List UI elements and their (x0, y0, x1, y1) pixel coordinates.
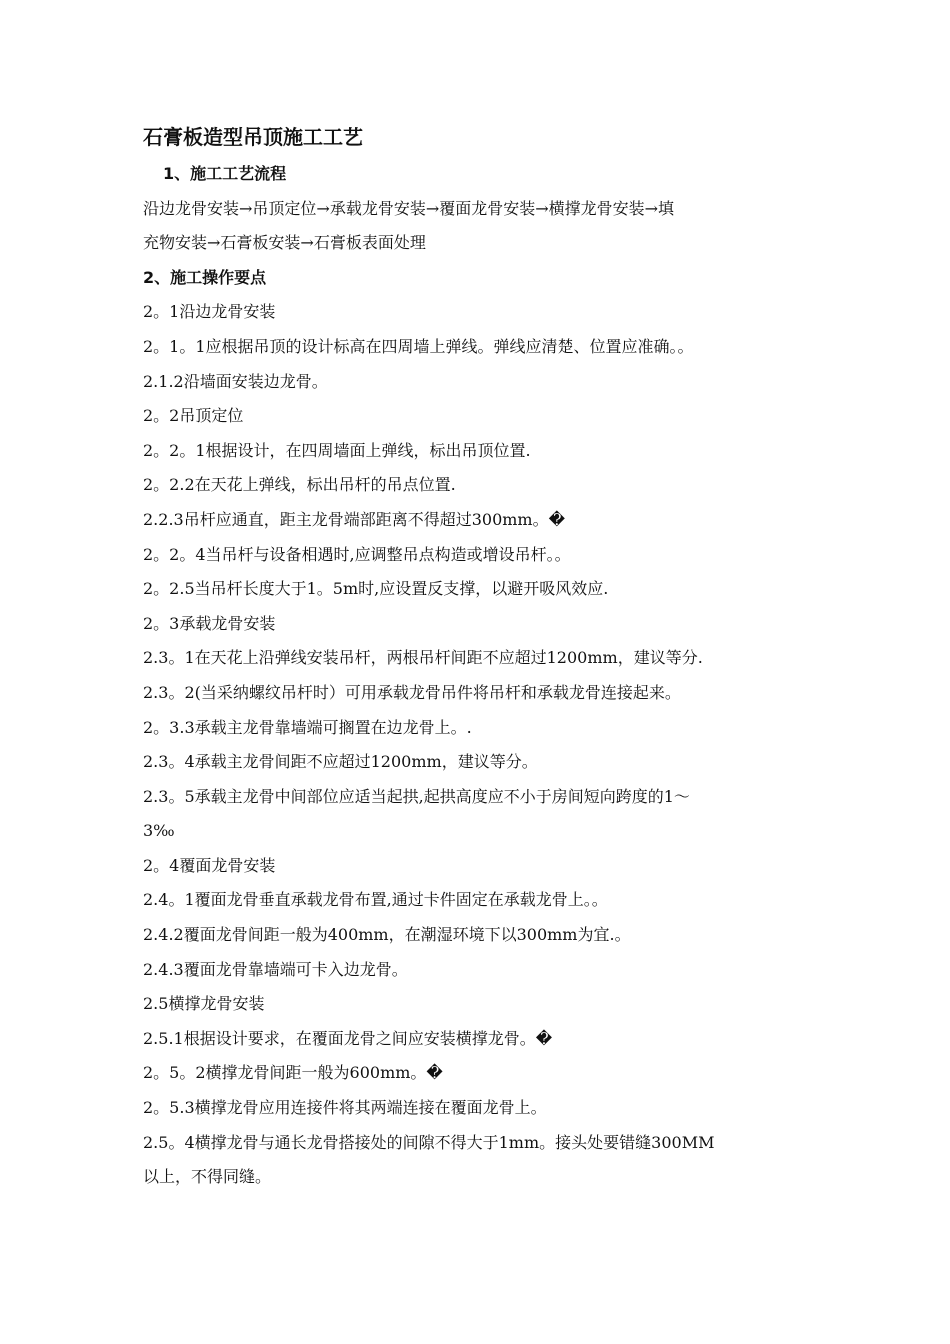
body-line: 2。2.2在天花上弹线，标出吊杆的吊点位置. (143, 475, 456, 495)
body-line: 2.4。1覆面龙骨垂直承载龙骨布置,通过卡件固定在承载龙骨上。。 (143, 890, 608, 910)
body-line: 2。4覆面龙骨安装 (143, 855, 276, 875)
body-line: 2。2。1根据设计，在四周墙面上弹线，标出吊顶位置. (143, 440, 531, 460)
body-line: 2。3.3承载主龙骨靠墙端可搁置在边龙骨上。. (143, 717, 472, 737)
body-line: 2。1沿边龙骨安装 (143, 302, 276, 322)
body-line: 2.3。5承载主龙骨中间部位应适当起拱,起拱高度应不小于房间短向跨度的1～ (143, 786, 690, 806)
body-line: 2。2.5当吊杆长度大于1。5m时,应设置反支撑，以避开吸风效应. (143, 579, 609, 599)
section-2-heading: 2、施工操作要点 (143, 267, 267, 287)
document-title: 石膏板造型吊顶施工工艺 (143, 125, 363, 149)
body-line: 3‰ (143, 821, 175, 841)
body-line: 2。2吊顶定位 (143, 406, 244, 426)
body-line: 2.3。4承载主龙骨间距不应超过1200mm，建议等分。 (143, 752, 538, 772)
document-body (143, 119, 808, 1195)
body-line: 2.5.1根据设计要求，在覆面龙骨之间应安装横撑龙骨。� (143, 1028, 553, 1048)
flow-text-line-1: 沿边龙骨安装→吊顶定位→承载龙骨安装→覆面龙骨安装→横撑龙骨安装→填 (143, 198, 675, 218)
body-line: 2。3承载龙骨安装 (143, 613, 276, 633)
body-line: 以上，不得同缝。 (143, 1167, 272, 1187)
body-line: 2。5。2横撑龙骨间距一般为600mm。� (143, 1063, 443, 1083)
body-line: 2.1.2沿墙面安装边龙骨。 (143, 371, 328, 391)
body-line: 2.3。1在天花上沿弹线安装吊杆，两根吊杆间距不应超过1200mm，建议等分. (143, 648, 703, 668)
body-line: 2.5横撑龙骨安装 (143, 994, 265, 1014)
body-line: 2.4.3覆面龙骨靠墙端可卡入边龙骨。 (143, 959, 408, 979)
body-line: 2。2。4当吊杆与设备相遇时,应调整吊点构造或增设吊杆。。 (143, 544, 571, 564)
section-1-heading: 1、施工工艺流程 (163, 164, 287, 183)
body-line: 2.3。2(当采纳螺纹吊杆时）可用承载龙骨吊件将吊杆和承载龙骨连接起来。 (143, 682, 681, 702)
flow-text-line-2: 充物安装→石膏板安装→石膏板表面处理 (143, 233, 426, 253)
body-line: 2。1。1应根据吊顶的设计标高在四周墙上弹线。弹线应清楚、位置应准确。。 (143, 336, 694, 356)
body-line: 2.5。4横撑龙骨与通长龙骨搭接处的间隙不得大于1mm。接头处要错缝300MM (143, 1132, 715, 1152)
body-line: 2.2.3吊杆应通直，距主龙骨端部距离不得超过300mm。� (143, 509, 566, 529)
body-line: 2.4.2覆面龙骨间距一般为400mm，在潮湿环境下以300mm为宜.。 (143, 925, 631, 945)
body-line: 2。5.3横撑龙骨应用连接件将其两端连接在覆面龙骨上。 (143, 1098, 547, 1118)
